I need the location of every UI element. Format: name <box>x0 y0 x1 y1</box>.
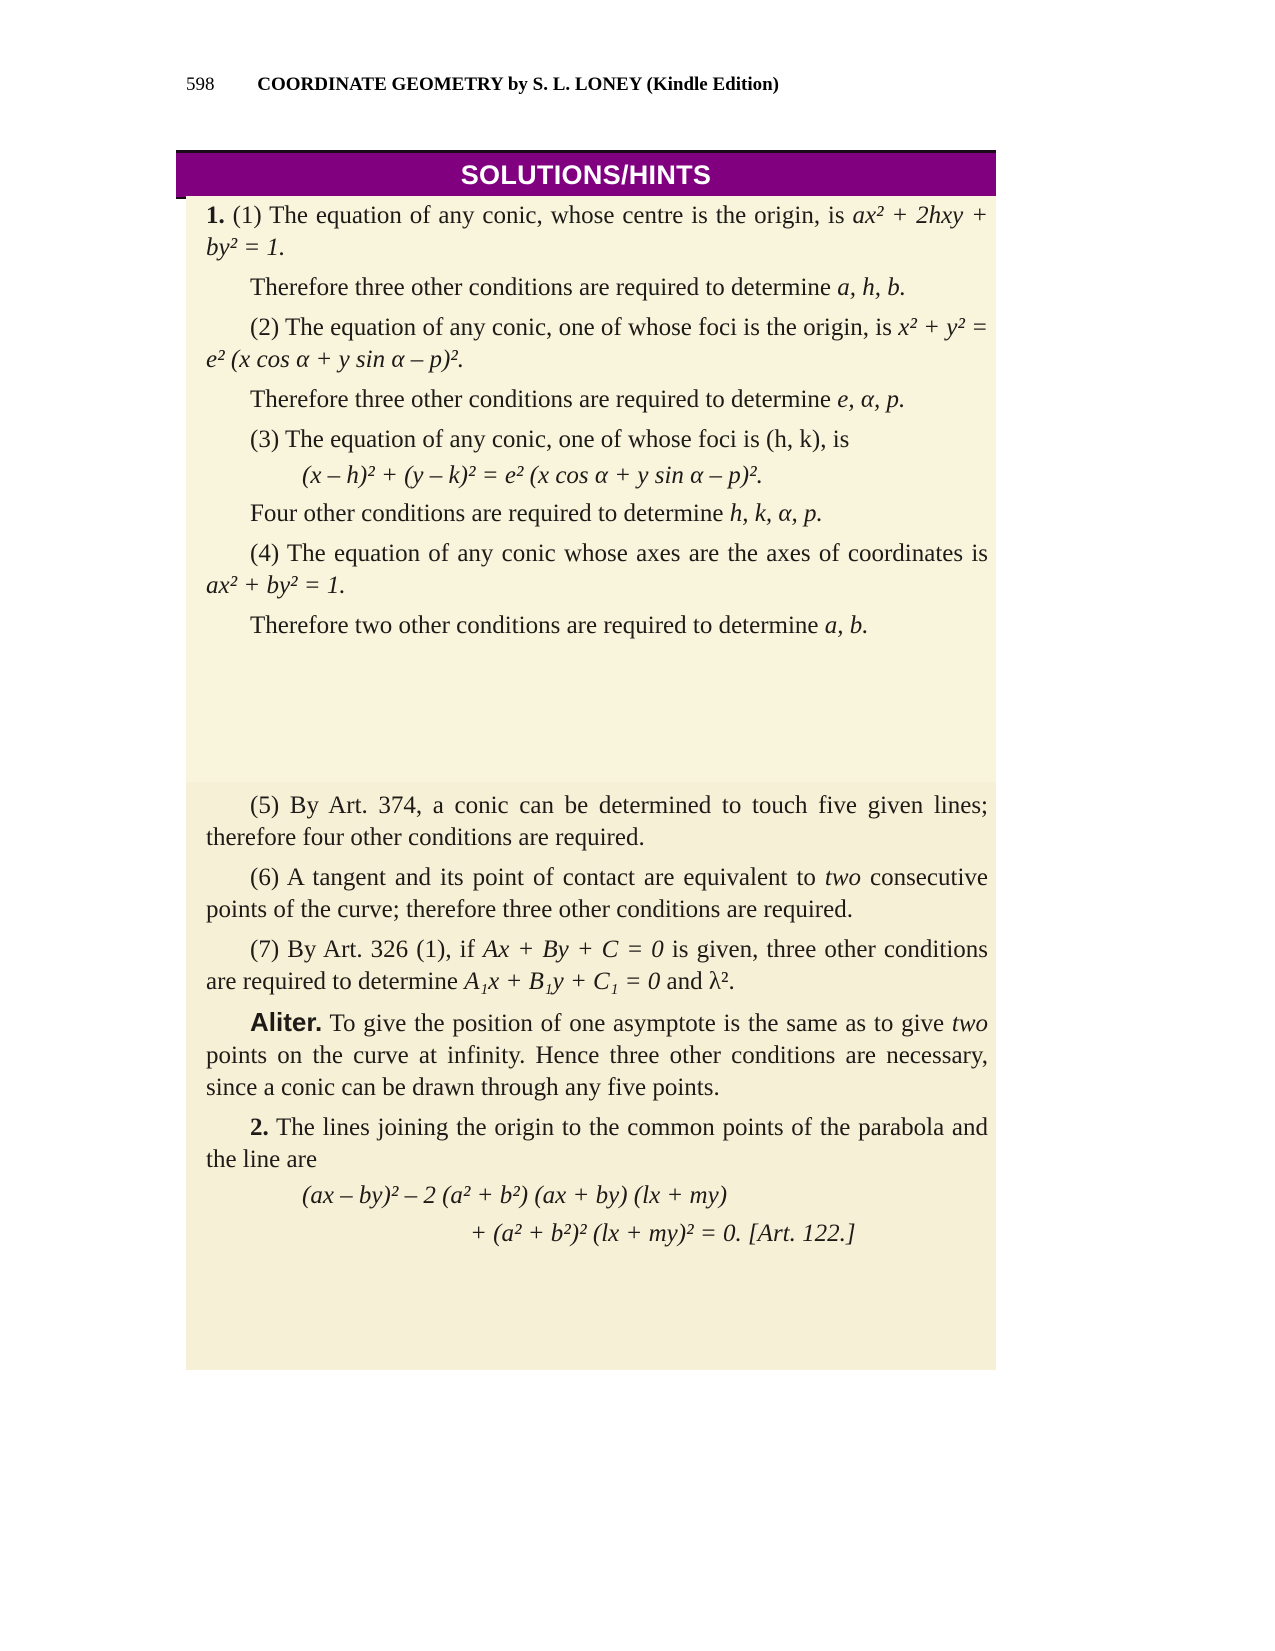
text: (3) The equation of any conic, one of whose foci is (h, k), is <box>250 426 850 453</box>
text: Four other conditions are required to determine <box>250 500 730 527</box>
aliter-label: Aliter. <box>250 1007 323 1037</box>
q1-part1 <box>206 200 988 264</box>
q1-part5: (5) By Art. 374, a conic can be determined to touch five given lines; therefore four other conditions are required. <box>206 792 988 851</box>
q1-part4-conclusion <box>206 610 988 642</box>
book-title: COORDINATE GEOMETRY by S. L. LONEY (Kindle Edition) <box>257 74 779 95</box>
text: points on the curve at infinity. Hence three other conditions are necessary, since a conic can be drawn through any five points. <box>206 1042 988 1101</box>
q1-part3-conclusion <box>206 498 988 530</box>
equation: ax² + by² = 1. <box>206 572 346 599</box>
text: and λ². <box>660 968 735 995</box>
variables: e, α, p. <box>837 386 906 413</box>
text: (6) A tangent and its point of contact are equivalent to <box>250 864 825 891</box>
q1-part2-conclusion <box>206 384 988 416</box>
scanned-text-block-1 <box>186 196 996 782</box>
section-title: SOLUTIONS/HINTS <box>460 160 712 190</box>
text: To give the position of one asymptote is the same as to give <box>322 1010 952 1037</box>
text: (1) The equation of any conic, whose centre is the origin, is <box>224 202 853 229</box>
aliter-paragraph <box>206 1006 988 1104</box>
page-number: 598 <box>186 74 215 95</box>
question-number: 1. <box>206 202 225 229</box>
equation-line-1: (ax – by)² – 2 (a² + b²) (ax + by) (lx + my) <box>302 1182 728 1209</box>
equation: Ax + By + C = 0 <box>482 936 664 963</box>
emphasis: two <box>824 864 862 891</box>
q1-part7 <box>206 934 988 998</box>
q1-part1-conclusion <box>206 272 988 304</box>
equation: x² + y² = e² (x cos α + y sin α – p)². <box>206 314 988 373</box>
variables: h, k, α, p. <box>729 500 823 527</box>
q1-part2 <box>206 312 988 376</box>
emphasis: two <box>951 1010 988 1037</box>
question-number: 2. <box>250 1114 269 1141</box>
running-head <box>186 74 779 96</box>
variables: a, h, b. <box>837 274 906 301</box>
scanned-text-block-2 <box>186 782 996 1370</box>
text: consecutive points of the curve; therefore three other conditions are required. <box>206 864 988 923</box>
equation: A₁x + B₁y + C₁ = 0 <box>464 968 661 995</box>
q1-part3 <box>206 424 988 456</box>
text: The lines joining the origin to the common points of the parabola and the line are <box>206 1114 988 1173</box>
section-banner <box>176 150 996 199</box>
variables: a, b. <box>824 612 869 639</box>
text: is given, three other conditions are required to determine <box>206 936 988 995</box>
text: (4) The equation of any conic whose axes are the axes of coordinates is <box>250 540 988 567</box>
equation-line-2: + (a² + b²)² (lx + my)² = 0. [Art. 122.] <box>470 1220 856 1247</box>
equation-display: (x – h)² + (y – k)² = e² (x cos α + y sin α – p)². <box>302 462 763 489</box>
equation: ax² + 2hxy + by² = 1. <box>206 202 988 261</box>
text: Therefore three other conditions are required to determine <box>250 274 838 301</box>
q1-part4 <box>206 538 988 602</box>
text: (7) By Art. 326 (1), if <box>250 936 483 963</box>
text: Therefore three other conditions are required to determine <box>250 386 838 413</box>
text: (2) The equation of any conic, one of whose foci is the origin, is <box>250 314 899 341</box>
q1-part6 <box>206 862 988 926</box>
text: Therefore two other conditions are required to determine <box>250 612 825 639</box>
q2-text <box>206 1112 988 1176</box>
